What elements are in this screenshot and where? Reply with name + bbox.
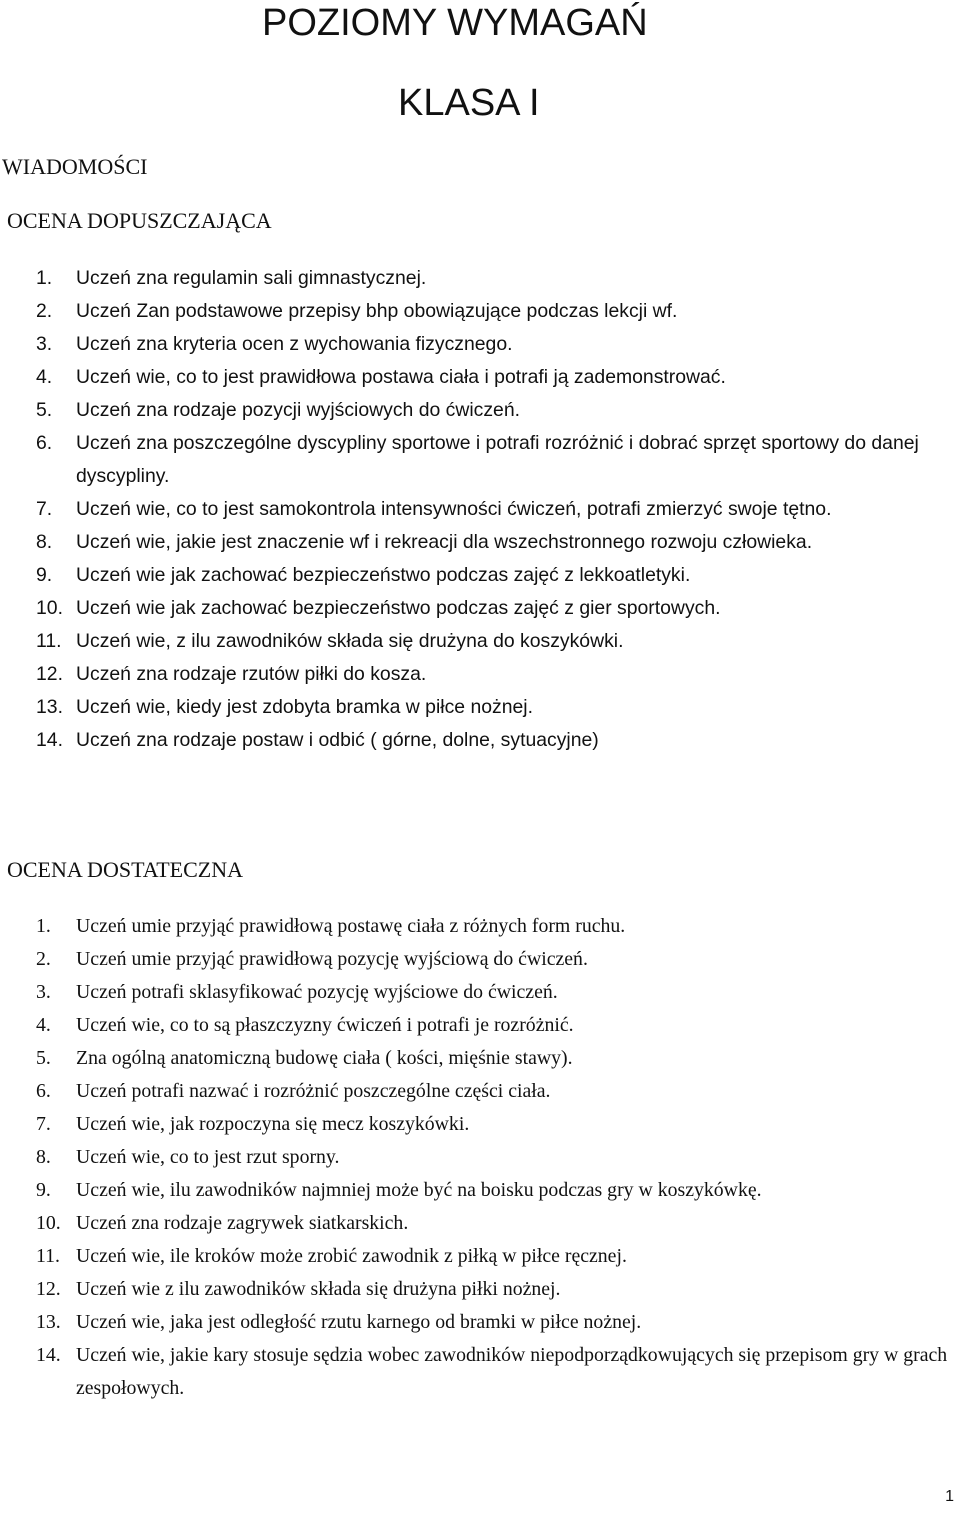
requirement-number: 9. [36, 1179, 51, 1201]
requirement-item [0, 592, 960, 625]
requirement-number: 10. [36, 1212, 61, 1234]
requirement-item [0, 526, 960, 559]
requirement-text: Uczeń potrafi nazwać i rozróżnić poszczególne części ciała. [76, 1080, 551, 1102]
requirement-number: 11. [36, 1245, 60, 1267]
requirement-text: Uczeń zna rodzaje pozycji wyjściowych do ćwiczeń. [76, 399, 521, 421]
requirement-number: 2. [36, 300, 53, 322]
requirement-text: Uczeń wie, jaka jest odległość rzutu karnego od bramki w piłce nożnej. [76, 1311, 642, 1333]
requirement-text: Uczeń potrafi sklasyfikować pozycję wyjściowe do ćwiczeń. [76, 981, 558, 1003]
requirement-item [0, 625, 960, 658]
requirement-text: Uczeń wie, kiedy jest zdobyta bramka w piłce nożnej. [76, 696, 533, 718]
requirement-item [0, 724, 960, 757]
requirement-text: Uczeń wie, co to jest rzut sporny. [76, 1146, 340, 1168]
requirement-number: 6. [36, 1080, 51, 1102]
requirement-number: 12. [36, 1278, 61, 1300]
requirement-item [0, 1240, 960, 1273]
requirement-item [0, 1042, 960, 1075]
requirement-item [0, 328, 960, 361]
requirement-number: 8. [36, 531, 53, 553]
requirement-text: Uczeń zna rodzaje zagrywek siatkarskich. [76, 1212, 409, 1234]
requirement-number: 14. [36, 729, 63, 751]
requirement-number: 7. [36, 498, 53, 520]
requirement-item [0, 1339, 960, 1405]
requirement-text: Uczeń wie, co to jest prawidłowa postawa ciała i potrafi ją zademonstrować. [76, 366, 726, 388]
requirement-number: 12. [36, 663, 63, 685]
requirement-text: Uczeń wie, jak rozpoczyna się mecz koszykówki. [76, 1113, 470, 1135]
requirement-item [0, 1108, 960, 1141]
requirement-text: Uczeń wie, ile kroków może zrobić zawodnik z piłką w piłce ręcznej. [76, 1245, 627, 1267]
requirement-number: 9. [36, 564, 53, 586]
requirement-text: Uczeń wie, ilu zawodników najmniej może być na boisku podczas gry w koszykówkę. [76, 1179, 762, 1201]
requirement-number: 11. [36, 630, 62, 652]
requirement-item [0, 1075, 960, 1108]
requirement-item [0, 559, 960, 592]
page-number: 1 [945, 1488, 954, 1505]
requirements-list-dopuszczajaca [0, 262, 960, 757]
requirement-number: 8. [36, 1146, 51, 1168]
requirement-text: Uczeń zna kryteria ocen z wychowania fizycznego. [76, 333, 513, 355]
requirement-text: Uczeń wie, jakie kary stosuje sędzia wobec zawodników niepodporządkowujących się przepisom gry w grach zespołowych. [76, 1344, 948, 1399]
page-title: POZIOMY WYMAGAŃ [262, 2, 648, 44]
requirement-text: Uczeń zna poszczególne dyscypliny sportowe i potrafi rozróżnić i dobrać sprzęt sportowy do danej dyscypliny. [76, 432, 919, 487]
grade-heading-dopuszczajaca: OCENA DOPUSZCZAJĄCA [7, 208, 272, 233]
requirement-item [0, 1306, 960, 1339]
requirement-item [0, 976, 960, 1009]
requirement-number: 5. [36, 399, 53, 421]
requirement-number: 7. [36, 1113, 51, 1135]
requirement-number: 14. [36, 1344, 61, 1366]
requirement-text: Uczeń wie, z ilu zawodników składa się drużyna do koszykówki. [76, 630, 624, 652]
page-subtitle: KLASA I [398, 82, 540, 124]
requirement-text: Uczeń umie przyjąć prawidłową postawę ciała z różnych form ruchu. [76, 915, 626, 937]
requirement-item [0, 493, 960, 526]
requirement-text: Uczeń wie jak zachować bezpieczeństwo podczas zajęć z gier sportowych. [76, 597, 721, 619]
requirement-text: Uczeń wie, co to są płaszczyzny ćwiczeń i potrafi je rozróżnić. [76, 1014, 574, 1036]
requirement-item [0, 262, 960, 295]
requirement-item [0, 427, 960, 493]
requirement-text: Uczeń wie, co to jest samokontrola intensywności ćwiczeń, potrafi zmierzyć swoje tętno. [76, 498, 832, 520]
requirement-text: Uczeń zna rodzaje postaw i odbić ( górne, dolne, sytuacyjne) [76, 729, 599, 751]
requirement-item [0, 910, 960, 943]
requirement-number: 1. [36, 267, 53, 289]
requirement-item [0, 943, 960, 976]
section-label-wiadomosci: WIADOMOŚCI [2, 154, 148, 179]
requirement-text: Uczeń Zan podstawowe przepisy bhp obowiązujące podczas lekcji wf. [76, 300, 678, 322]
requirement-text: Uczeń wie, jakie jest znaczenie wf i rekreacji dla wszechstronnego rozwoju człowieka. [76, 531, 813, 553]
requirement-number: 4. [36, 1014, 51, 1036]
requirement-number: 3. [36, 981, 51, 1003]
requirement-item [0, 394, 960, 427]
requirement-text: Uczeń zna rodzaje rzutów piłki do kosza. [76, 663, 427, 685]
requirement-text: Uczeń zna regulamin sali gimnastycznej. [76, 267, 427, 289]
requirement-item [0, 691, 960, 724]
requirement-item [0, 1009, 960, 1042]
requirement-text: Uczeń umie przyjąć prawidłową pozycję wyjściową do ćwiczeń. [76, 948, 588, 970]
requirement-number: 13. [36, 1311, 61, 1333]
requirement-item [0, 1141, 960, 1174]
requirements-list-dostateczna [0, 910, 960, 1405]
requirement-item [0, 1273, 960, 1306]
requirement-number: 10. [36, 597, 63, 619]
requirement-item [0, 1174, 960, 1207]
requirement-number: 5. [36, 1047, 51, 1069]
requirement-item [0, 658, 960, 691]
requirement-number: 4. [36, 366, 53, 388]
requirement-text: Zna ogólną anatomiczną budowę ciała ( kości, mięśnie stawy). [76, 1047, 573, 1069]
requirement-text: Uczeń wie z ilu zawodników składa się drużyna piłki nożnej. [76, 1278, 561, 1300]
requirement-number: 1. [36, 915, 51, 937]
requirement-number: 2. [36, 948, 51, 970]
requirement-item [0, 1207, 960, 1240]
requirement-item [0, 295, 960, 328]
requirement-number: 13. [36, 696, 63, 718]
grade-heading-dostateczna: OCENA DOSTATECZNA [7, 857, 243, 882]
requirement-number: 6. [36, 432, 53, 454]
requirement-number: 3. [36, 333, 53, 355]
requirement-item [0, 361, 960, 394]
requirement-text: Uczeń wie jak zachować bezpieczeństwo podczas zajęć z lekkoatletyki. [76, 564, 691, 586]
